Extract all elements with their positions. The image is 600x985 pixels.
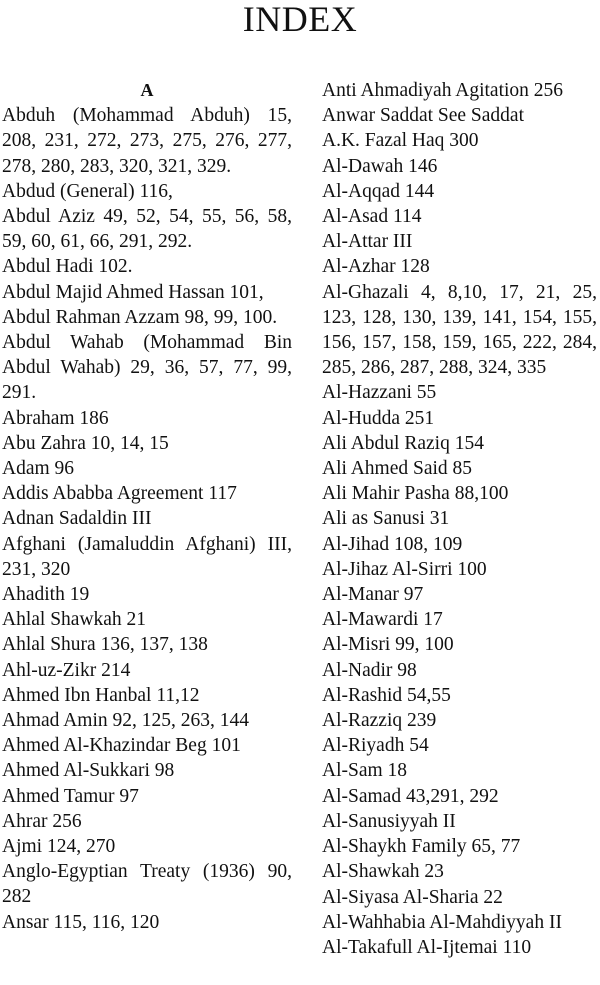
index-entry: Al-Dawah 146 (322, 155, 438, 177)
index-entry: Abdul Wahab (Mohammad Bin Abdul Wahab) 29, 36, 57, 77, 99, 291. (2, 332, 292, 404)
index-entry: Ahmed Al-Sukkari 98 (2, 760, 175, 782)
index-entry: Abu Zahra 10, 14, 15 (2, 432, 169, 454)
index-entry: Adnan Sadaldin III (2, 508, 152, 530)
index-entry: Ahmed Al-Khazindar Beg 101 (2, 735, 241, 757)
index-entry: Abdud (General) 116, (2, 180, 173, 202)
index-entry: Addis Ababba Agreement 117 (2, 483, 237, 505)
index-entry: Al-Jihad 108, 109 (322, 533, 463, 555)
index-entry: Al-Manar 97 (322, 584, 424, 606)
index-entry: Adam 96 (2, 458, 75, 480)
index-entry: Al-Nadir 98 (322, 659, 417, 681)
index-entry: Al-Razziq 239 (322, 710, 437, 732)
index-entry: Ahmed Tamur 97 (2, 785, 139, 807)
index-entry: Abdul Rahman Azzam 98, 99, 100. (2, 306, 278, 328)
index-entry: Al-Mawardi 17 (322, 609, 443, 631)
index-entry: Ahmad Amin 92, 125, 263, 144 (2, 710, 249, 732)
index-entry: Abdul Hadi 102. (2, 256, 133, 278)
index-entry: Anwar Saddat See Saddat (322, 105, 524, 127)
index-entry: Ali Mahir Pasha 88,100 (322, 483, 509, 505)
index-entry: Al-Sanusiyyah II (322, 810, 456, 832)
index-entry: Ahlal Shura 136, 137, 138 (2, 634, 208, 656)
index-entry: Ahadith 19 (2, 584, 90, 606)
index-entry: Al-Hazzani 55 (322, 382, 437, 404)
index-entry: Al-Asad 114 (322, 206, 422, 228)
index-entry: Al-Riyadh 54 (322, 735, 429, 757)
index-entry: Al-Samad 43,291, 292 (322, 785, 499, 807)
index-entry: Al-Ghazali 4, 8,10, 17, 21, 25, 123, 128, 130, 139, 141, 154, 155, 156, 157, 158, 159, 165, 222, 284, 285, 286, 287, 288, 324, 335 (322, 281, 597, 379)
index-entry: Anti Ahmadiyah Agitation 256 (322, 80, 564, 101)
page-title: INDEX (242, 0, 358, 39)
index-entry: Ahl-uz-Zikr 214 (2, 659, 131, 681)
index-entry: Al-Misri 99, 100 (322, 634, 454, 656)
index-entry: Anglo-Egyptian Treaty (1936) 90, 282 (2, 861, 292, 908)
index-column-left (2, 78, 292, 935)
index-entry: Ajmi 124, 270 (2, 836, 116, 858)
index-entry: Al-Rashid 54,55 (322, 684, 451, 706)
index-entry: Al-Jihaz Al-Sirri 100 (322, 558, 487, 580)
index-entry: Afghani (Jamaluddin Afghani) III, 231, 320 (2, 533, 292, 580)
index-entry: Ali as Sanusi 31 (322, 508, 450, 530)
index-entry: Al-Takafull Al-Ijtemai 110 (322, 936, 532, 958)
index-entry: Abraham 186 (2, 407, 109, 429)
index-entry: Al-Aqqad 144 (322, 180, 435, 202)
index-entry: Al-Shaykh Family 65, 77 (322, 836, 521, 858)
index-entry: Ali Ahmed Said 85 (322, 458, 473, 480)
index-entry: Abdul Aziz 49, 52, 54, 55, 56, 58, 59, 60, 61, 66, 291, 292. (2, 206, 292, 253)
index-entry: Al-Hudda 251 (322, 407, 435, 429)
index-entry: Ahmed Ibn Hanbal 11,12 (2, 684, 200, 706)
index-entry: Abdul Majid Ahmed Hassan 101, (2, 281, 264, 303)
section-letter: A (140, 80, 154, 100)
index-entry: Ansar 115, 116, 120 (2, 911, 160, 933)
index-entry: A.K. Fazal Haq 300 (322, 130, 479, 152)
index-entry: Ahlal Shawkah 21 (2, 609, 147, 631)
index-entry: Abduh (Mohammad Abduh) 15, 208, 231, 272, 273, 275, 276, 277, 278, 280, 283, 320, 321, 329. (2, 105, 292, 177)
index-entry: Al-Shawkah 23 (322, 861, 444, 883)
index-entry: Ahrar 256 (2, 810, 82, 832)
index-column-right (322, 78, 597, 960)
index-entry: Al-Attar III (322, 231, 413, 253)
index-entry: Al-Wahhabia Al-Mahdiyyah II (322, 911, 562, 933)
index-entry: Al-Siyasa Al-Sharia 22 (322, 886, 503, 908)
index-entry: Al-Sam 18 (322, 760, 408, 782)
index-entry: Ali Abdul Raziq 154 (322, 432, 484, 454)
index-entry: Al-Azhar 128 (322, 256, 430, 278)
